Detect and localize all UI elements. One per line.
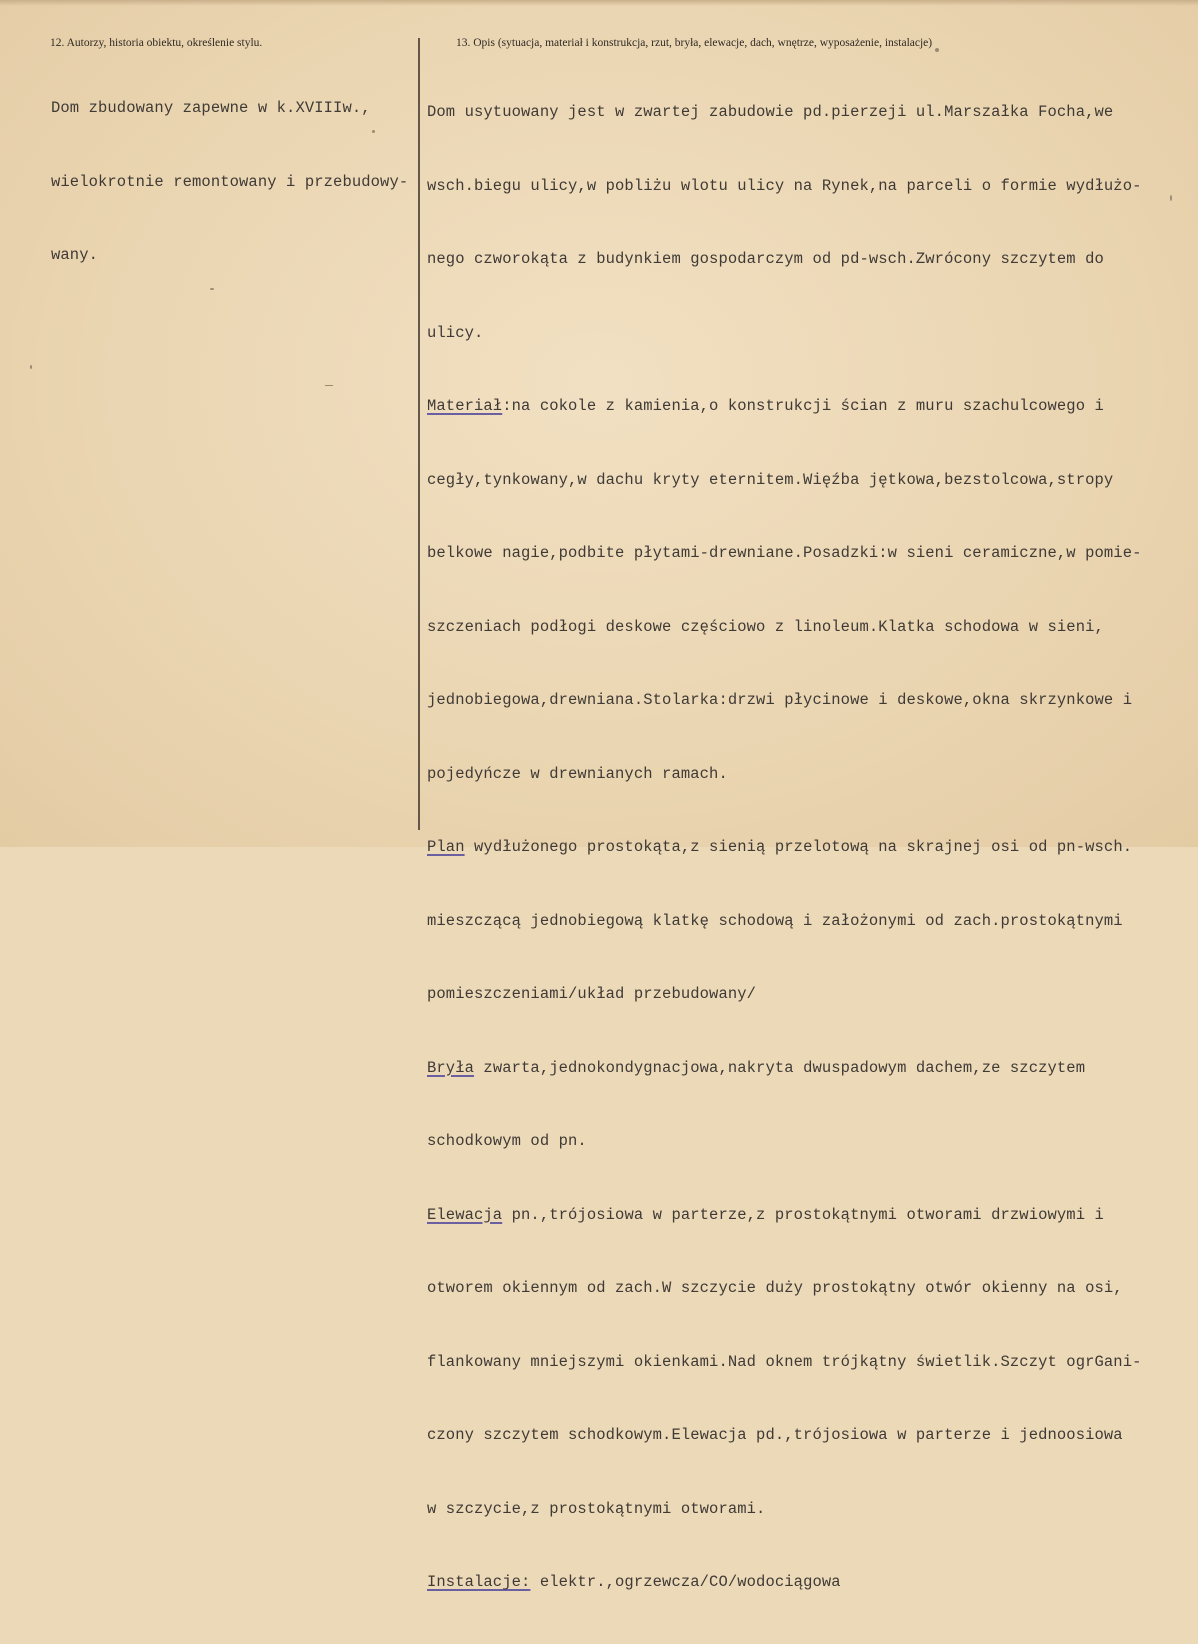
text-line: ulicy. xyxy=(427,323,484,342)
paper-speck xyxy=(935,48,939,52)
paper-speck xyxy=(325,385,333,386)
field-12-label: 12. Autorzy, historia obiektu, określenie stylu. xyxy=(50,37,263,49)
paper-speck xyxy=(30,365,32,369)
text-line xyxy=(427,1203,1142,1228)
text-line: schodkowym od pn. xyxy=(427,1132,587,1150)
material-text: :na cokole z kamienia,o konstrukcji ścian z muru szachulcowego i xyxy=(502,397,1104,415)
text-line: Dom zbudowany zapewne w k.XVIIIw., xyxy=(51,99,371,117)
card-top-edge xyxy=(0,0,1198,6)
column-divider xyxy=(418,38,420,830)
text-line: flankowany mniejszymi okienkami.Nad oknem trójkątny świetlik.Szczyt ogrGani- xyxy=(427,1352,1142,1371)
text-line: belkowe nagie,podbite płytami-drewniane.Posadzki:w sieni ceramiczne,w pomie- xyxy=(427,544,1142,562)
text-line xyxy=(427,394,1142,419)
text-line: mieszczącą jednobiegową klatkę schodową i założonymi od zach.prostokątnymi xyxy=(427,911,1123,930)
text-line: otworem okiennym od zach.W szczycie duży prostokątny otwór okienny na osi, xyxy=(427,1279,1123,1297)
elewacja-text: pn.,trójosiowa w parterze,z prostokątnymi otworami drzwiowymi i xyxy=(502,1205,1104,1224)
material-heading: Materiał xyxy=(427,397,503,415)
paper-speck xyxy=(372,130,375,133)
plan-heading: Plan xyxy=(427,838,465,856)
instalacje-text: elektr.,ogrzewcza/CO/wodociągowa xyxy=(530,1573,841,1591)
text-line xyxy=(427,835,1142,860)
text-line: jednobiegowa,drewniana.Stolarka:drzwi płycinowe i deskowe,okna skrzynkowe i xyxy=(427,691,1133,709)
paper-speck xyxy=(1170,195,1172,201)
field-13-label: 13. Opis (sytuacja, materiał i konstrukcja, rzut, bryła, elewacje, dach, wnętrze, wyposażenie, instalacje) xyxy=(456,37,933,49)
paper-speck xyxy=(210,288,214,290)
plan-text: wydłużonego prostokąta,z sienią przelotową na skrajnej osi od pn-wsch. xyxy=(464,838,1133,856)
bryla-heading: Bryła xyxy=(427,1058,475,1077)
text-line: Dom usytuowany jest w zwartej zabudowie pd.pierzeji ul.Marszałka Focha,we xyxy=(427,103,1114,121)
text-line: czony szczytem schodkowym.Elewacja pd.,trójosiowa w parterze i jednoosiowa xyxy=(427,1426,1123,1444)
text-line: wielokrotnie remontowany i przebudowy- xyxy=(51,172,409,191)
text-line xyxy=(427,1056,1142,1081)
text-line: szczeniach podłogi deskowe częściowo z linoleum.Klatka schodowa w sieni, xyxy=(427,617,1104,636)
field-13-text xyxy=(427,51,1142,1644)
text-line: pojedyńcze w drewnianych ramach. xyxy=(427,764,728,783)
text-line: w szczycie,z prostokątnymi otworami. xyxy=(427,1499,766,1518)
text-line: wsch.biegu ulicy,w pobliżu wlotu ulicy na Rynek,na parceli o formie wydłużo- xyxy=(427,176,1142,195)
instalacje-heading: Instalacje: xyxy=(427,1573,531,1591)
bryla-text: zwarta,jednokondygnacjowa,nakryta dwuspadowym dachem,ze szczytem xyxy=(474,1058,1086,1077)
text-line: pomieszczeniami/układ przebudowany/ xyxy=(427,985,757,1003)
text-line: nego czworokąta z budynkiem gospodarczym od pd-wsch.Zwrócony szczytem do xyxy=(427,250,1104,268)
elewacja-heading: Elewacja xyxy=(427,1205,503,1224)
text-line: cegły,tynkowany,w dachu kryty eternitem.Więźba jętkowa,bezstolcowa,stropy xyxy=(427,470,1114,489)
field-12-text xyxy=(51,47,408,317)
text-line xyxy=(427,1570,1142,1595)
text-line: wany. xyxy=(51,246,99,264)
